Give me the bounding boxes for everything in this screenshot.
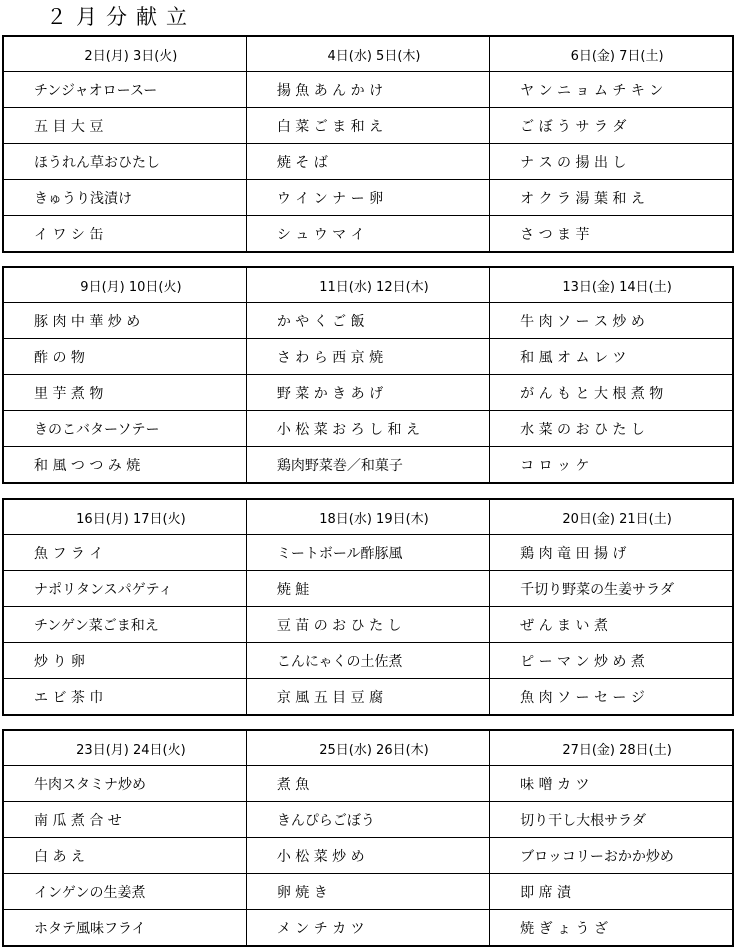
day-header: 16日(月) 17日(火) [3, 499, 246, 535]
dish-cell: インゲンの生姜煮 [3, 874, 246, 910]
menu-row [3, 571, 733, 607]
dish-cell: 魚 肉 ソ ー セ ー ジ [490, 679, 733, 716]
day-header: 25日(水) 26日(木) [246, 730, 489, 766]
week-table-3 [2, 498, 734, 716]
dish-cell: チンジャオロースー [3, 72, 246, 108]
dish-cell: 酢 の 物 [3, 339, 246, 375]
dish-cell: ナ ス の 揚 出 し [490, 144, 733, 180]
dish-cell: 切り干し大根サラダ [490, 802, 733, 838]
dish-cell: 小 松 菜 お ろ し 和 え [246, 411, 489, 447]
week-header-row [3, 267, 733, 303]
day-header: 13日(金) 14日(土) [490, 267, 733, 303]
menu-row [3, 838, 733, 874]
week-table-4 [2, 729, 734, 947]
menu-row [3, 72, 733, 108]
menu-row [3, 607, 733, 643]
dish-cell: 鶏 肉 竜 田 揚 げ [490, 535, 733, 571]
menu-row [3, 303, 733, 339]
dish-cell: 炒 り 卵 [3, 643, 246, 679]
dish-cell: ミートボール酢豚風 [246, 535, 489, 571]
dish-cell: 焼 鮭 [246, 571, 489, 607]
week-header-row [3, 499, 733, 535]
day-header: 18日(水) 19日(木) [246, 499, 489, 535]
day-header: 27日(金) 28日(土) [490, 730, 733, 766]
dish-cell: 牛肉スタミナ炒め [3, 766, 246, 802]
dish-cell: 豆 苗 の お ひ た し [246, 607, 489, 643]
dish-cell: ヤ ン ニ ョ ム チ キ ン [490, 72, 733, 108]
dish-cell: こんにゃくの土佐煮 [246, 643, 489, 679]
menu-row [3, 679, 733, 716]
dish-cell: メ ン チ カ ツ [246, 910, 489, 947]
dish-cell: 焼 ぎ ょ う ざ [490, 910, 733, 947]
dish-cell: 鶏肉野菜巻／和菓子 [246, 447, 489, 484]
dish-cell: さ つ ま 芋 [490, 216, 733, 253]
dish-cell: ピ ー マ ン 炒 め 煮 [490, 643, 733, 679]
menu-row [3, 910, 733, 947]
dish-cell: チンゲン菜ごま和え [3, 607, 246, 643]
dish-cell: 揚 魚 あ ん か け [246, 72, 489, 108]
menu-row [3, 216, 733, 253]
menu-row [3, 447, 733, 484]
week-table-2 [2, 266, 734, 484]
menu-row [3, 375, 733, 411]
week-table-1 [2, 35, 734, 253]
week-header-row [3, 36, 733, 72]
menu-row [3, 766, 733, 802]
day-header: 9日(月) 10日(火) [3, 267, 246, 303]
dish-cell: きのこバターソテー [3, 411, 246, 447]
day-header: 4日(水) 5日(木) [246, 36, 489, 72]
dish-cell: オ ク ラ 湯 葉 和 え [490, 180, 733, 216]
dish-cell: ホタテ風味フライ [3, 910, 246, 947]
dish-cell: 味 噌 カ ツ [490, 766, 733, 802]
dish-cell: 野 菜 か き あ げ [246, 375, 489, 411]
dish-cell: 豚 肉 中 華 炒 め [3, 303, 246, 339]
dish-cell: 煮 魚 [246, 766, 489, 802]
dish-cell: 京 風 五 目 豆 腐 [246, 679, 489, 716]
dish-cell: 白 あ え [3, 838, 246, 874]
dish-cell: 即 席 漬 [490, 874, 733, 910]
dish-cell: 南 瓜 煮 合 せ [3, 802, 246, 838]
dish-cell: 和 風 つ つ み 焼 [3, 447, 246, 484]
dish-cell: ナポリタンスパゲティ [3, 571, 246, 607]
dish-cell: イ ワ シ 缶 [3, 216, 246, 253]
day-header: 6日(金) 7日(土) [490, 36, 733, 72]
dish-cell: 焼 そ ば [246, 144, 489, 180]
dish-cell: ウ イ ン ナ ー 卵 [246, 180, 489, 216]
dish-cell: 和 風 オ ム レ ツ [490, 339, 733, 375]
dish-cell: シ ュ ウ マ イ [246, 216, 489, 253]
menu-row [3, 643, 733, 679]
dish-cell: さ わ ら 西 京 焼 [246, 339, 489, 375]
week-header-row [3, 730, 733, 766]
dish-cell: が ん も と 大 根 煮 物 [490, 375, 733, 411]
day-header: 2日(月) 3日(火) [3, 36, 246, 72]
menu-row [3, 874, 733, 910]
dish-cell: 小 松 菜 炒 め [246, 838, 489, 874]
dish-cell: きゅうり浅漬け [3, 180, 246, 216]
dish-cell: きんぴらごぼう [246, 802, 489, 838]
dish-cell: 里 芋 煮 物 [3, 375, 246, 411]
menu-row [3, 339, 733, 375]
dish-cell: 千切り野菜の生姜サラダ [490, 571, 733, 607]
dish-cell: 五 目 大 豆 [3, 108, 246, 144]
dish-cell: 白 菜 ご ま 和 え [246, 108, 489, 144]
dish-cell: 牛 肉 ソ ー ス 炒 め [490, 303, 733, 339]
page-title: ２月分献立 [46, 5, 196, 29]
dish-cell: か や く ご 飯 [246, 303, 489, 339]
dish-cell: 水 菜 の お ひ た し [490, 411, 733, 447]
menu-row [3, 802, 733, 838]
dish-cell: コ ロ ッ ケ [490, 447, 733, 484]
dish-cell: エ ビ 茶 巾 [3, 679, 246, 716]
dish-cell: ほうれん草おひたし [3, 144, 246, 180]
menu-row [3, 535, 733, 571]
day-header: 20日(金) 21日(土) [490, 499, 733, 535]
menu-row [3, 180, 733, 216]
dish-cell: ブロッコリーおかか炒め [490, 838, 733, 874]
dish-cell: ご ぼ う サ ラ ダ [490, 108, 733, 144]
menu-row [3, 108, 733, 144]
menu-row [3, 144, 733, 180]
day-header: 11日(水) 12日(木) [246, 267, 489, 303]
dish-cell: ぜ ん ま い 煮 [490, 607, 733, 643]
dish-cell: 魚 フ ラ イ [3, 535, 246, 571]
menu-row [3, 411, 733, 447]
day-header: 23日(月) 24日(火) [3, 730, 246, 766]
dish-cell: 卵 焼 き [246, 874, 489, 910]
